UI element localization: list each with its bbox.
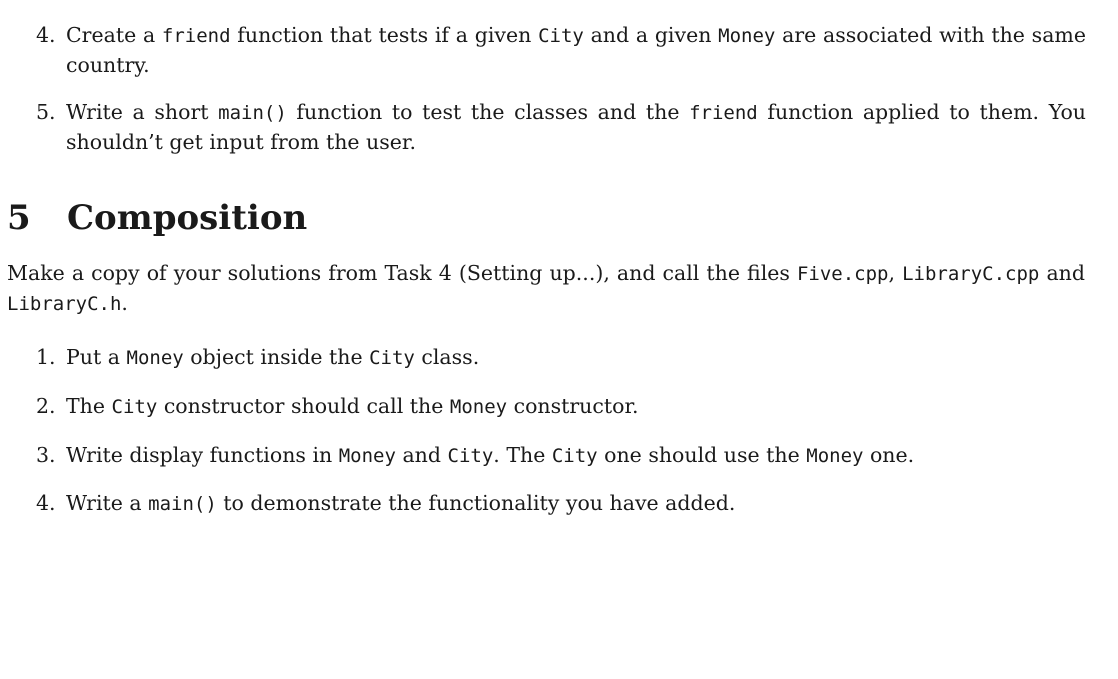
code-main: main() [218, 102, 287, 124]
text-run: constructor. [507, 394, 639, 418]
step-item-4 [36, 489, 1086, 519]
list-item-text [66, 343, 1086, 373]
code-money: Money [449, 396, 508, 418]
code-city: City [111, 396, 158, 418]
task4-list-item-5 [36, 98, 1086, 157]
text-run: function to test the classes and the [286, 100, 690, 124]
code-main: main() [148, 493, 217, 515]
code-friend: friend [689, 102, 758, 124]
step-item-1 [36, 343, 1086, 373]
section-heading [7, 196, 307, 240]
list-item-text [66, 98, 1086, 157]
list-number: 2. [36, 394, 56, 418]
text-run: to demonstrate the functionality you have added. [216, 491, 736, 515]
list-number: 3. [36, 443, 56, 467]
code-money: Money [806, 445, 864, 467]
code-money: Money [718, 25, 776, 47]
text-run: Create a [66, 23, 162, 47]
text-run: and a given [583, 23, 719, 47]
text-run: . The [493, 443, 552, 467]
step-item-2 [36, 392, 1086, 422]
list-number: 5. [36, 100, 56, 124]
text-run: are associated with the same country. [66, 23, 1086, 77]
code-money: Money [126, 347, 184, 369]
code-city: City [369, 347, 415, 369]
list-number: 4. [36, 491, 56, 515]
list-item-text [66, 392, 1086, 422]
code-money: Money [338, 445, 396, 467]
list-item-text [66, 489, 1086, 519]
code-five-cpp: Five.cpp [796, 263, 889, 285]
list-item-text [66, 441, 1086, 471]
section-number: 5 [7, 198, 31, 238]
code-city: City [551, 445, 598, 467]
intro-paragraph [7, 259, 1085, 319]
code-libraryc-cpp: LibraryC.cpp [902, 263, 1040, 285]
list-number: 1. [36, 345, 56, 369]
text-run: function applied to them. You shouldn’t get input from the user. [66, 100, 1086, 154]
step-item-3 [36, 441, 1086, 471]
text-run: The [66, 394, 112, 418]
text-run: Write a short [66, 100, 219, 124]
text-run: constructor should call the [157, 394, 450, 418]
text-run: . [121, 291, 128, 315]
text-run: function that tests if a given [230, 23, 539, 47]
list-number: 4. [36, 23, 56, 47]
code-city: City [447, 445, 494, 467]
code-libraryc-h: LibraryC.h [7, 293, 122, 315]
text-run: one should use the [597, 443, 807, 467]
text-run: and [1039, 261, 1085, 285]
text-run: Put a [66, 345, 127, 369]
code-city: City [538, 25, 584, 47]
text-run: class. [414, 345, 480, 369]
section-title: Composition [67, 198, 308, 238]
task4-list-item-4 [36, 21, 1086, 80]
text-run: Write display functions in [66, 443, 339, 467]
code-friend: friend [161, 25, 231, 47]
text-run: Make a copy of your solutions from Task 4 (Setting up...), and call the files [7, 261, 797, 285]
text-run: object inside the [183, 345, 370, 369]
text-run: and [395, 443, 448, 467]
text-run: , [888, 261, 903, 285]
text-run: Write a [66, 491, 149, 515]
list-item-text [66, 21, 1086, 80]
text-run: one. [863, 443, 915, 467]
